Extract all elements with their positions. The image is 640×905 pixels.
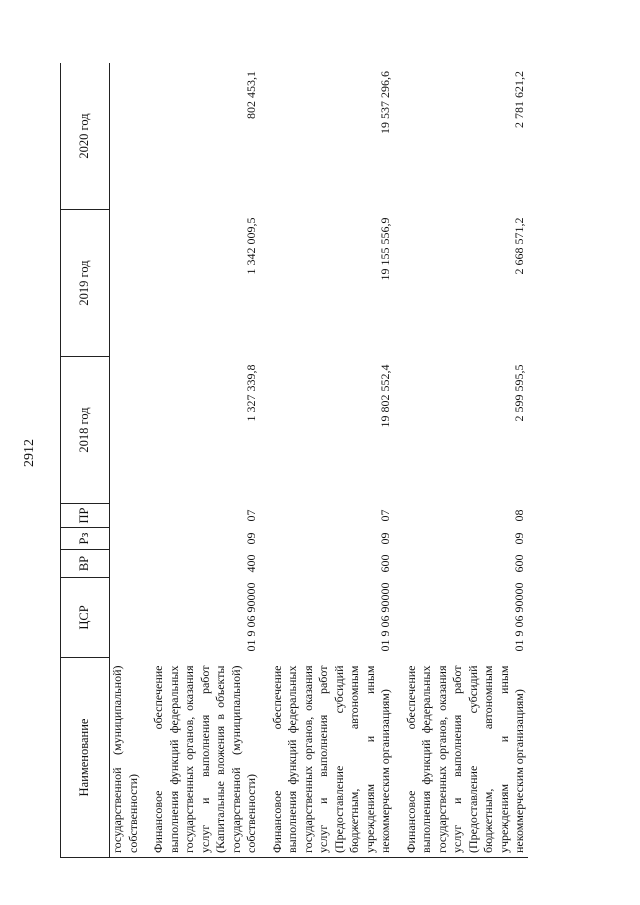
table-header: [61, 63, 110, 858]
row-rz: 09: [512, 532, 526, 545]
table-row: [404, 63, 528, 858]
header-pr: ПР: [61, 504, 110, 528]
row-2018: 2 599 595,5: [512, 364, 526, 422]
row-csr: 01 9 06 90000: [512, 582, 526, 652]
budget-table: [60, 63, 528, 858]
row-csr: 01 9 06 90000: [244, 582, 258, 652]
header-2020: 2020 год: [61, 63, 110, 210]
header-name: Наименование: [61, 658, 110, 858]
row-name: Финансовое обеспечение выполнения функций федеральных государственных органов, оказания услуг и выполнения работ (Предоставление субсидий бюджетным, автономным учреждениям и иным некоммерческим организациям): [270, 658, 394, 858]
budget-sheet: [60, 63, 601, 858]
row-2020: 19 537 296,6: [270, 63, 394, 210]
row-2019: 19 155 556,9: [378, 217, 392, 281]
row-rz: 09: [244, 532, 258, 545]
row-pr: 08: [512, 509, 526, 522]
row-pr: 07: [244, 509, 258, 522]
row-2018: 19 802 552,4: [378, 364, 392, 428]
row-2020: 802 453,1: [151, 63, 260, 210]
row-2019: 1 342 009,5: [244, 217, 258, 275]
page-number-text: 2912: [22, 439, 37, 467]
continuation-row: [110, 63, 142, 858]
continuation-text: государственной (муниципальной) собственности): [110, 658, 142, 858]
row-vr: 400: [244, 554, 258, 573]
header-2018: 2018 год: [61, 357, 110, 504]
row-csr: 01 9 06 90000: [378, 582, 392, 652]
row-name: Финансовое обеспечение выполнения функций федеральных государственных органов, оказания услуг и выполнения работ (Капитальные вложения в объекты государственной (муниципальной) собственности): [151, 658, 260, 858]
row-2018: 1 327 339,8: [244, 364, 258, 422]
header-csr: ЦСР: [61, 578, 110, 658]
table-row: [151, 63, 260, 858]
row-2019: 2 668 571,2: [512, 217, 526, 275]
row-vr: 600: [512, 554, 526, 573]
header-vr: ВР: [61, 550, 110, 578]
row-vr: 600: [378, 554, 392, 573]
header-2019: 2019 год: [61, 210, 110, 357]
row-rz: 09: [378, 532, 392, 545]
header-rz: Рз: [61, 528, 110, 550]
row-2020: 2 781 621,2: [404, 63, 528, 210]
table-row: [270, 63, 394, 858]
row-pr: 07: [378, 509, 392, 522]
row-name: Финансовое обеспечение выполнения функций федеральных государственных органов, оказания услуг и выполнения работ (Предоставление субсидий бюджетным, автономным учреждениям и иным некоммерческим организациям): [404, 658, 528, 858]
document-page: [60, 63, 601, 858]
page-number: [16, 439, 44, 467]
